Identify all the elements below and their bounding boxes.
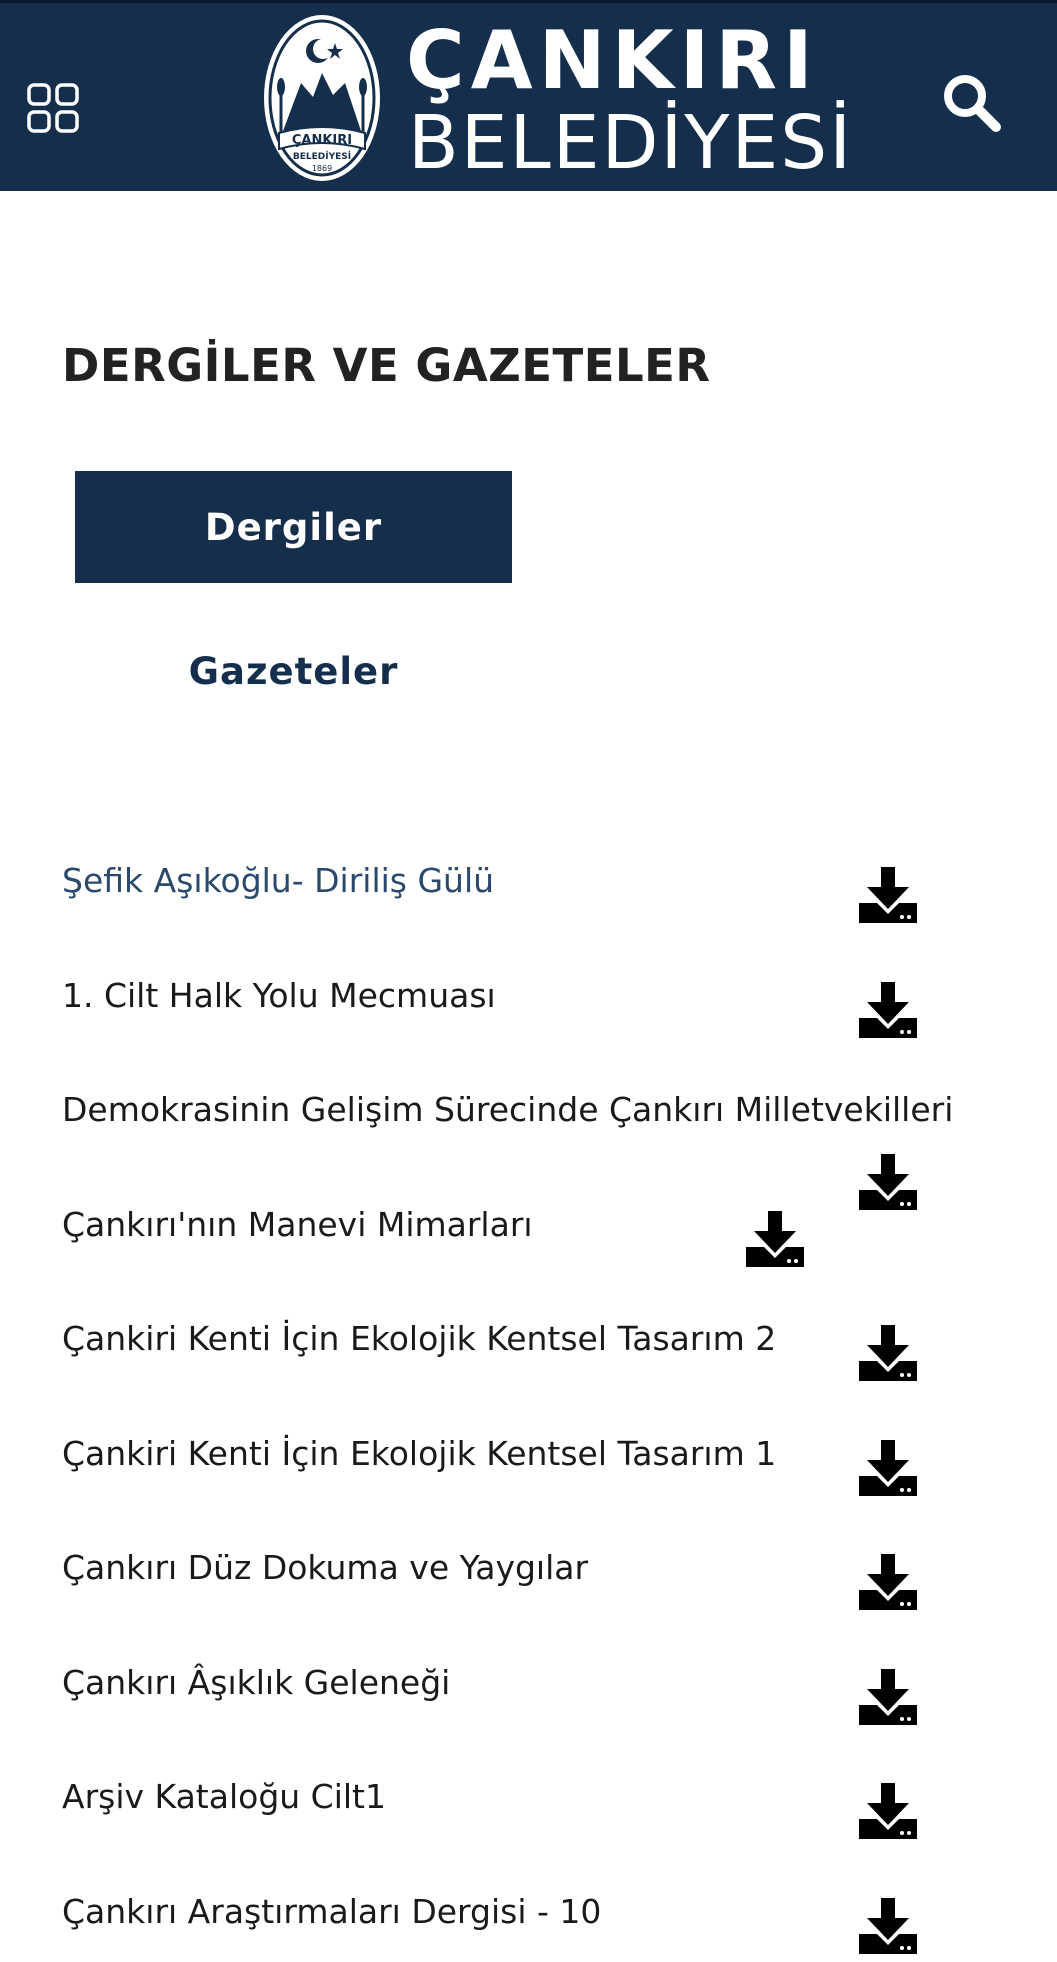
logo-name: ÇANKIRI: [406, 14, 819, 107]
download-icon[interactable]: [859, 867, 917, 923]
download-icon[interactable]: [859, 1440, 917, 1496]
list-item-title[interactable]: Çankiri Kenti İçin Ekolojik Kentsel Tasarım 2: [62, 1319, 777, 1358]
list-item-title[interactable]: Çankırı Araştırmaları Dergisi - 10: [62, 1892, 602, 1931]
grid-menu-icon[interactable]: [27, 83, 79, 133]
download-icon[interactable]: [859, 1783, 917, 1839]
download-icon[interactable]: [746, 1211, 804, 1267]
seal-name: ÇANKIRI: [291, 133, 353, 148]
page-title: DERGİLER VE GAZETELER: [62, 339, 711, 392]
list-item-title[interactable]: Arşiv Kataloğu Cilt1: [62, 1777, 386, 1816]
seal-sub: BELEDİYESİ: [292, 152, 352, 162]
logo-subtitle: BELEDİYESİ: [408, 100, 854, 186]
list-item-title[interactable]: Demokrasinin Gelişim Sürecinde Çankırı Milletvekilleri: [62, 1090, 954, 1129]
seal-year: 1869: [311, 164, 333, 173]
tab-dergiler[interactable]: Dergiler: [75, 471, 512, 583]
site-logo[interactable]: [261, 13, 854, 186]
download-icon[interactable]: [859, 1154, 917, 1210]
header-bar: [0, 0, 1057, 191]
download-icon[interactable]: [859, 1669, 917, 1725]
download-icon[interactable]: [859, 1325, 917, 1381]
search-icon[interactable]: [940, 71, 1002, 133]
list-item-title[interactable]: 1. Cilt Halk Yolu Mecmuası: [62, 976, 496, 1015]
list-item-title[interactable]: Çankırı Düz Dokuma ve Yaygılar: [62, 1548, 589, 1587]
municipality-seal-icon: [261, 13, 383, 183]
list-item-title[interactable]: Çankırı Âşıklık Geleneği: [62, 1663, 451, 1702]
list-item-title[interactable]: Çankırı'nın Manevi Mimarları: [62, 1205, 533, 1244]
download-icon[interactable]: [859, 1898, 917, 1954]
tab-gazeteler[interactable]: Gazeteler: [188, 649, 399, 693]
list-item-title[interactable]: Çankiri Kenti İçin Ekolojik Kentsel Tasarım 1: [62, 1434, 777, 1473]
list-item-title[interactable]: Şefik Aşıkoğlu- Diriliş Gülü: [62, 861, 495, 900]
download-icon[interactable]: [859, 982, 917, 1038]
download-icon[interactable]: [859, 1554, 917, 1610]
